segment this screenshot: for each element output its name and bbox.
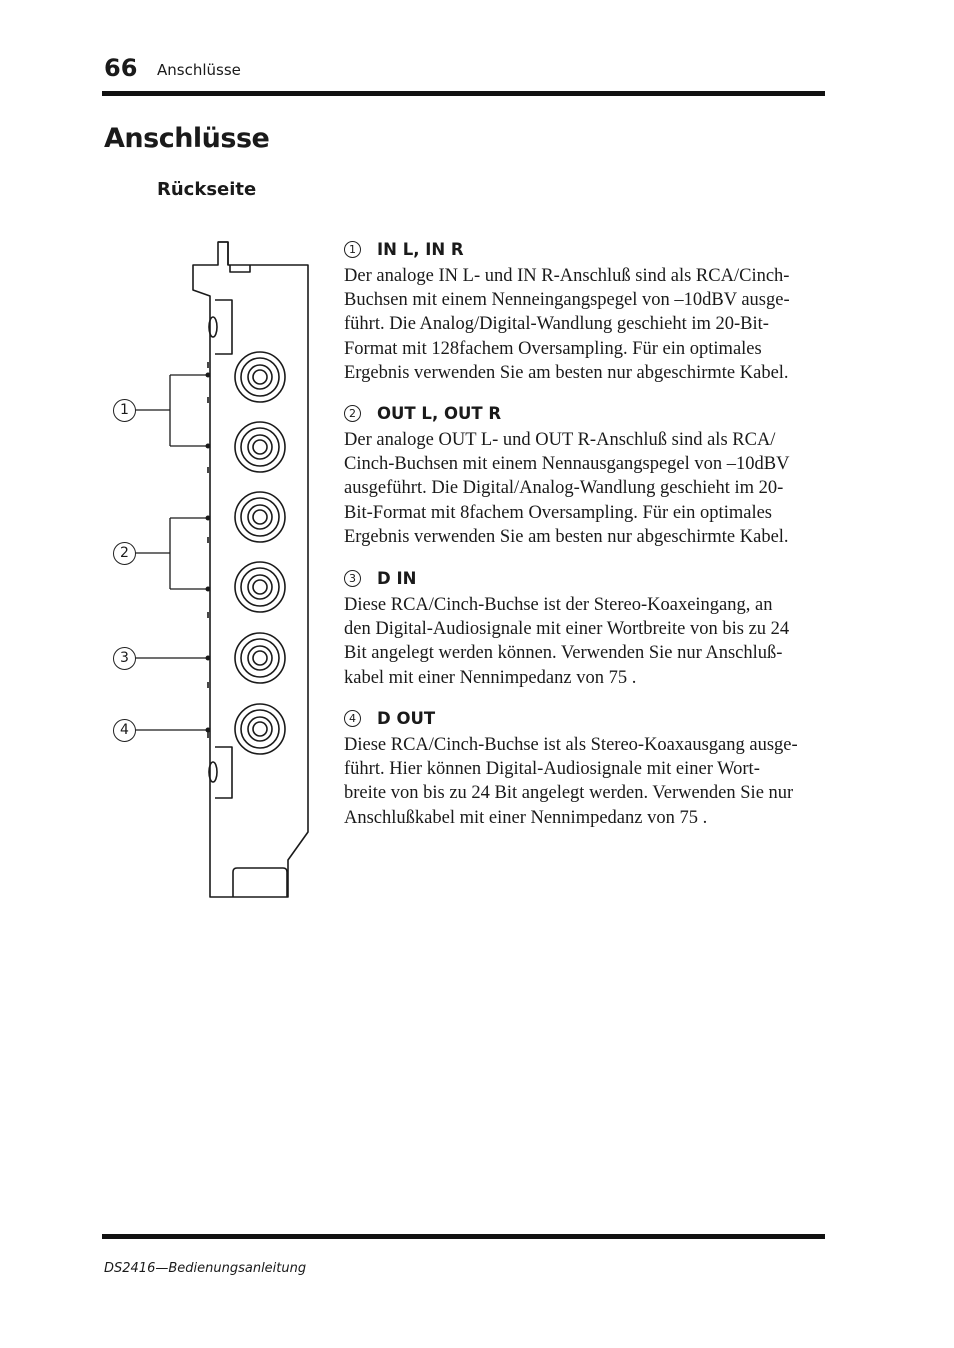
section-body	[344, 593, 824, 690]
jack-out-r	[235, 562, 285, 612]
body-line: breite von bis zu 24 Bit angelegt werden. Verwenden Sie nur	[344, 783, 794, 804]
body-line: kabel mit einer Nennimpedanz von 75 .	[344, 667, 637, 688]
section-body	[344, 264, 824, 385]
section-number: 3	[344, 570, 361, 587]
bracket-outline	[193, 242, 308, 897]
jack-in-r	[235, 422, 285, 472]
running-header: Anschlüsse	[157, 61, 241, 79]
jack-out-l	[235, 492, 285, 542]
body-line: führt. Hier können Digital-Audiosignale mit einer Wort-	[344, 759, 760, 780]
section-subtitle: Rückseite	[157, 179, 257, 200]
callout-3: 3	[113, 647, 136, 670]
section-in	[344, 236, 824, 385]
body-line: den Digital-Audiosignale mit einer Wortbreite von bis zu 24	[344, 619, 790, 640]
section-out	[344, 400, 824, 549]
page-number: 66	[104, 54, 138, 82]
section-d-out	[344, 705, 824, 830]
jack-in-l	[235, 352, 285, 402]
section-number: 1	[344, 241, 361, 258]
body-line: Bit-Format mit 8fachem Oversampling. Für ein optimales	[344, 502, 772, 523]
jack-d-in	[235, 633, 285, 683]
body-line: Buchsen mit einem Nenneingangspegel von –10dBV ausge-	[344, 290, 790, 311]
body-line: Der analoge IN L- und IN R-Anschluß sind als RCA/Cinch-	[344, 266, 790, 286]
section-title: OUT L, OUT R	[377, 403, 502, 423]
body-line: Diese RCA/Cinch-Buchse ist der Stereo-Koaxeingang, an	[344, 595, 773, 615]
callout-4: 4	[113, 719, 136, 742]
leader-2	[135, 518, 208, 589]
body-line: Diese RCA/Cinch-Buchse ist als Stereo-Koaxausgang ausge-	[344, 735, 798, 755]
section-title: D IN	[377, 568, 417, 588]
header-rule	[102, 91, 825, 96]
body-line: Der analoge OUT L- und OUT R-Anschluß sind als RCA/	[344, 430, 776, 450]
section-body	[344, 428, 824, 549]
rear-panel-diagram	[100, 232, 315, 904]
bracket-tab	[218, 242, 228, 265]
leader-1	[135, 375, 208, 446]
footer-rule	[102, 1234, 825, 1239]
section-number: 4	[344, 710, 361, 727]
jack-d-out	[235, 704, 285, 754]
section-number: 2	[344, 405, 361, 422]
body-line: ausgeführt. Die Digital/Analog-Wandlung geschieht im 20-	[344, 478, 784, 499]
section-d-in	[344, 565, 824, 690]
body-line: Anschlußkabel mit einer Nennimpedanz von 75 .	[344, 807, 708, 828]
section-body	[344, 733, 824, 830]
body-line: Cinch-Buchsen mit einem Nennausgangspegel von –10dBV	[344, 454, 790, 475]
body-line: Bit angelegt werden können. Verwenden Sie nur Anschluß-	[344, 643, 783, 664]
footer-text: DS2416—Bedienungsanleitung	[104, 1261, 307, 1276]
body-line: Ergebnis verwenden Sie am besten nur abgeschirmte Kabel.	[344, 362, 789, 383]
body-line: führt. Die Analog/Digital-Wandlung geschieht im 20-Bit-	[344, 314, 769, 335]
body-line: Ergebnis verwenden Sie am besten nur abgeschirmte Kabel.	[344, 526, 789, 547]
section-title: D OUT	[377, 708, 436, 728]
body-line: Format mit 128fachem Oversampling. Für ein optimales	[344, 338, 762, 359]
bracket-foot	[233, 868, 287, 897]
page-title: Anschlüsse	[104, 123, 270, 154]
callout-2: 2	[113, 542, 136, 565]
callout-1: 1	[113, 399, 136, 422]
section-title: IN L, IN R	[377, 239, 464, 259]
